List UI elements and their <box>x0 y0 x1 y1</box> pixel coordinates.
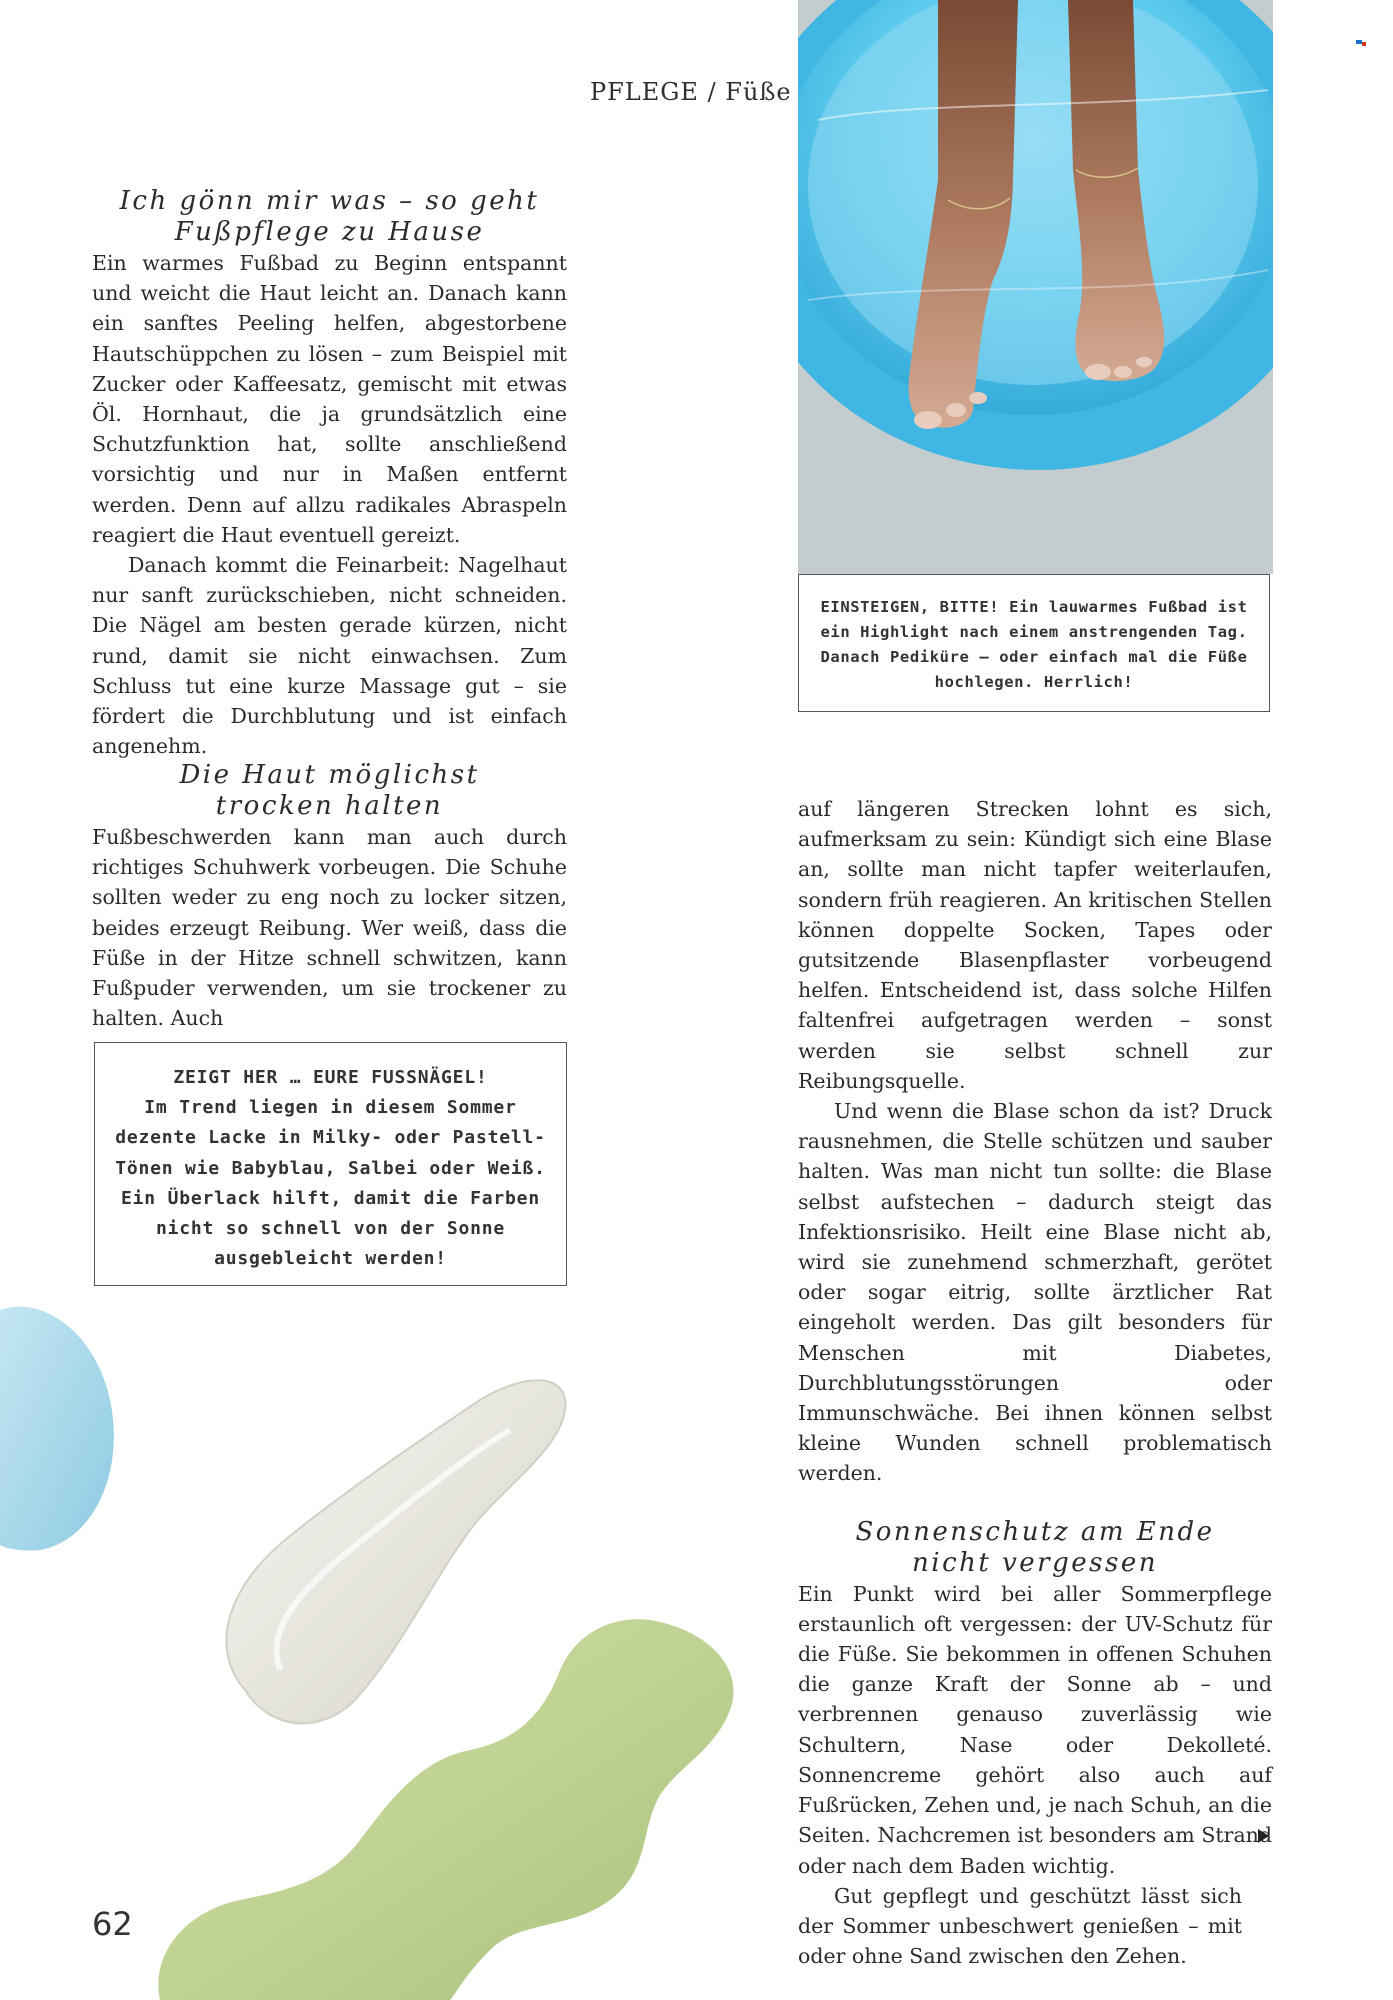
caption-text: Ein lauwarmes Fußbad ist ein Highlight nach einem anstrengenden Tag. Danach Pediküre – oder einfach mal die Füße hochlegen. Herrlich! <box>820 598 1248 691</box>
tip-text: Im Trend liegen in diesem Sommer dezente Lacke in Milky- oder Pastell-Tönen wie Babyblau, Salbei oder Weiß. Ein Überlack hilft, damit die Farben nicht so schnell von der Sonne ausgebleicht werden! <box>115 1097 546 1270</box>
continue-arrow-icon <box>1258 1829 1269 1843</box>
heading-line: trocken halten <box>215 791 444 821</box>
heading-line: Die Haut möglichst <box>179 760 480 790</box>
section-fusspflege <box>92 186 567 761</box>
blue-polish-swatch <box>0 1307 114 1551</box>
nail-polish-swatches <box>0 1290 760 2000</box>
body-paragraph: Fußbeschwerden kann man auch durch richtiges Schuhwerk vorbeugen. Die Schuhe sollten weder zu eng noch zu locker sitzen, beides erzeugt Reibung. Wer weiß, dass die Füße in der Hitze schnell schwitzen, kann Fußpuder verwenden, um sie trockener zu halten. Auch <box>92 825 567 1031</box>
body-paragraph: Ein Punkt wird bei aller Sommerpflege erstaunlich oft vergessen: der UV-Schutz für die Füße. Sie bekommen in offenen Schuhen die ganze Kraft der Sonne ab – und verbrennen genauso zuverlässig wie Schultern, Nase oder Dekolleté. Sonnencreme gehört also auch auf Fußrücken, Zehen und, je nach Schuh, an die Seiten. Nachcremen ist besonders am Strand oder nach dem Baden wichtig. <box>798 1581 1272 1878</box>
photo-caption <box>798 574 1270 712</box>
white-polish-swatch <box>226 1380 565 1723</box>
body-paragraph: Ein warmes Fußbad zu Beginn entspannt und weicht die Haut leicht an. Danach kann ein sanftes Peeling helfen, abgestorbene Hautschüppchen zu lösen – zum Beispiel mit Zucker oder Kaffeesatz, gemischt mit etwas Öl. Hornhaut, die ja grundsätzlich eine Schutzfunktion hat, sollte anschließend vorsichtig und nur in Maßen entfernt werden. Denn auf allzu radikales Abraspeln reagiert die Haut eventuell gereizt. <box>92 251 567 547</box>
heading-line: nicht vergessen <box>912 1547 1158 1578</box>
section-heading <box>92 760 567 822</box>
section-label: PFLEGE / Füße <box>590 78 792 106</box>
tip-title: ZEIGT HER … EURE FUSSNÄGEL! <box>173 1067 488 1088</box>
heading-line: Ich gönn mir was – so geht <box>119 186 540 216</box>
caption-lead: EINSTEIGEN, BITTE! <box>820 598 1000 616</box>
section-heading <box>798 1517 1272 1579</box>
corner-mark-icon <box>1356 40 1366 46</box>
foot-bath-photo <box>798 0 1273 574</box>
body-paragraph: Danach kommt die Feinarbeit: Nagelhaut nur sanft zurückschieben, nicht schneiden. Die Nägel am besten gerade kürzen, nicht rund, damit sie nicht einwachsen. Zum Schluss tut eine kurze Massage gut – sie fördert die Durchblutung und ist einfach angenehm. <box>92 553 567 759</box>
body-paragraph: auf längeren Strecken lohnt es sich, aufmerksam zu sein: Kündigt sich eine Blase an, sollte man nicht tapfer weiterlaufen, sondern früh reagieren. An kritischen Stellen können doppelte Socken, Tapes oder gutsitzende Blasenpflaster vorbeugend helfen. Entscheidend ist, dass solche Hilfen faltenfrei aufgetragen werden – sonst werden sie selbst schnell zur Reibungsquelle. <box>798 797 1272 1093</box>
tip-box <box>94 1042 567 1286</box>
body-paragraph: Und wenn die Blase schon da ist? Druck rausnehmen, die Stelle schützen und sauber halten. Was man nicht tun sollte: die Blase selbst aufstechen – dadurch steigt das Infektionsrisiko. Heilt eine Blase nicht ab, wird sie zunehmend schmerzhaft, gerötet oder sogar eitrig, sollte ärztlicher Rat eingeholt werden. Das gilt besonders für Menschen mit Diabetes, Durchblutungsstörungen oder Immunschwäche. Bei ihnen können selbst kleine Wunden schnell problematisch werden. <box>798 1099 1272 1486</box>
right-column <box>798 794 1272 1971</box>
heading-line: Sonnenschutz am Ende <box>855 1516 1215 1547</box>
heading-line: Fußpflege zu Hause <box>174 217 485 247</box>
section-haut-trocken <box>92 760 567 1033</box>
body-paragraph: Gut gepflegt und geschützt lässt sich der Sommer unbeschwert genießen – mit oder ohne Sand zwischen den Zehen. <box>798 1883 1242 1969</box>
page-number: 62 <box>92 1905 133 1943</box>
section-heading <box>92 186 567 248</box>
